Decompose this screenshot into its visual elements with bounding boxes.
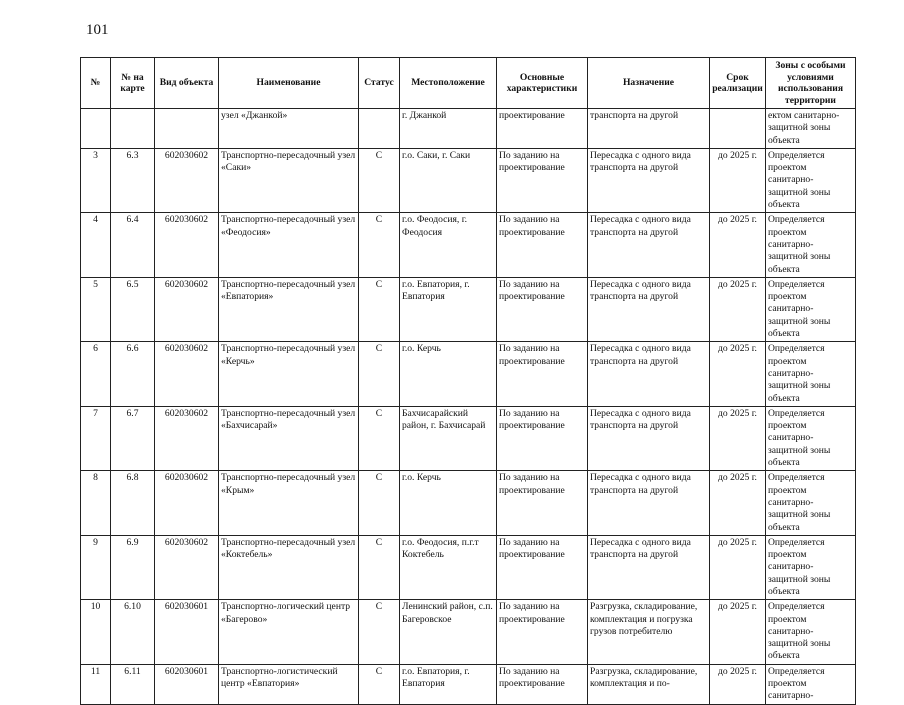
cell-characteristics: По заданию на проектирование — [497, 406, 588, 470]
cell-characteristics: По заданию на проектирование — [497, 148, 588, 212]
cell-number: 4 — [81, 213, 111, 277]
cell-number: 11 — [81, 664, 111, 704]
cell-characteristics: По заданию на проектирование — [497, 342, 588, 406]
cell-status: С — [359, 277, 400, 341]
cell-location: г.о. Саки, г. Саки — [400, 148, 497, 212]
cell-name: Транспортно-пересадочный узел «Керчь» — [219, 342, 359, 406]
cell-map-number: 6.5 — [111, 277, 155, 341]
cell-status: С — [359, 600, 400, 664]
cell-zones: Определяется проектом санитарно-защитной зоны объекта — [766, 406, 856, 470]
cell-number: 9 — [81, 535, 111, 599]
cell-zones: Определяется проектом санитарно-защитной зоны объекта — [766, 342, 856, 406]
page-number: 101 — [86, 22, 109, 38]
cell-map-number: 6.8 — [111, 471, 155, 535]
cell-number: 6 — [81, 342, 111, 406]
cell-location: Бахчисарайский район, г. Бахчисарай — [400, 406, 497, 470]
cell-map-number: 6.11 — [111, 664, 155, 704]
cell-zones: Определяется проектом санитарно- — [766, 664, 856, 704]
cell-name: Транспортно-пересадочный узел «Бахчисарай» — [219, 406, 359, 470]
cell-deadline: до 2025 г. — [710, 471, 766, 535]
table-row — [81, 109, 856, 149]
cell-status — [359, 109, 400, 149]
cell-object-type: 602030602 — [155, 277, 219, 341]
cell-location: г. Джанкой — [400, 109, 497, 149]
cell-object-type: 602030601 — [155, 600, 219, 664]
cell-zones: Определяется проектом санитарно-защитной зоны объекта — [766, 213, 856, 277]
cell-status: С — [359, 471, 400, 535]
cell-purpose: Разгрузка, складирование, комплектация и погрузка грузов потребителю — [588, 600, 710, 664]
table-row — [81, 342, 856, 406]
cell-deadline: до 2025 г. — [710, 342, 766, 406]
cell-object-type: 602030602 — [155, 342, 219, 406]
cell-deadline: до 2025 г. — [710, 664, 766, 704]
cell-purpose: Пересадка с одного вида транспорта на другой — [588, 213, 710, 277]
cell-status: С — [359, 535, 400, 599]
cell-location: г.о. Керчь — [400, 342, 497, 406]
cell-name: Транспортно-пересадочный узел «Крым» — [219, 471, 359, 535]
cell-object-type: 602030602 — [155, 471, 219, 535]
table-row — [81, 406, 856, 470]
cell-zones: Определяется проектом санитарно-защитной зоны объекта — [766, 600, 856, 664]
cell-deadline — [710, 109, 766, 149]
table-row — [81, 148, 856, 212]
table-row — [81, 535, 856, 599]
cell-location: г.о. Евпатория, г. Евпатория — [400, 277, 497, 341]
cell-deadline: до 2025 г. — [710, 535, 766, 599]
cell-name: узел «Джанкой» — [219, 109, 359, 149]
cell-name: Транспортно-пересадочный узел «Феодосия» — [219, 213, 359, 277]
header-cell-object-type: Вид объекта — [155, 58, 219, 109]
header-cell-status: Статус — [359, 58, 400, 109]
cell-zones: Определяется проектом санитарно-защитной зоны объекта — [766, 535, 856, 599]
cell-characteristics: По заданию на проектирование — [497, 277, 588, 341]
table-row — [81, 600, 856, 664]
cell-number: 10 — [81, 600, 111, 664]
cell-characteristics: По заданию на проектирование — [497, 664, 588, 704]
cell-location: г.о. Евпатория, г. Евпатория — [400, 664, 497, 704]
cell-status: С — [359, 148, 400, 212]
cell-number: 5 — [81, 277, 111, 341]
cell-deadline: до 2025 г. — [710, 148, 766, 212]
cell-status: С — [359, 213, 400, 277]
cell-name: Транспортно-пересадочный узел «Коктебель» — [219, 535, 359, 599]
cell-number: 8 — [81, 471, 111, 535]
header-cell-number: № — [81, 58, 111, 109]
cell-object-type: 602030602 — [155, 148, 219, 212]
table-header-row — [81, 58, 856, 109]
cell-status: С — [359, 406, 400, 470]
cell-purpose: Пересадка с одного вида транспорта на другой — [588, 342, 710, 406]
cell-purpose: Разгрузка, складирование, комплектация и по- — [588, 664, 710, 704]
cell-map-number: 6.7 — [111, 406, 155, 470]
cell-zones: Определяется проектом санитарно-защитной зоны объекта — [766, 471, 856, 535]
cell-object-type: 602030602 — [155, 535, 219, 599]
cell-object-type — [155, 109, 219, 149]
cell-zones: ектом санитарно-защитной зоны объекта — [766, 109, 856, 149]
cell-characteristics: проектирование — [497, 109, 588, 149]
cell-location: Ленинский район, с.п. Багеровское — [400, 600, 497, 664]
cell-purpose: Пересадка с одного вида транспорта на другой — [588, 535, 710, 599]
cell-purpose: Пересадка с одного вида транспорта на другой — [588, 406, 710, 470]
cell-status: С — [359, 342, 400, 406]
cell-status: С — [359, 664, 400, 704]
header-cell-map-number: № на карте — [111, 58, 155, 109]
header-cell-location: Местоположение — [400, 58, 497, 109]
cell-number: 3 — [81, 148, 111, 212]
cell-map-number — [111, 109, 155, 149]
cell-object-type: 602030602 — [155, 213, 219, 277]
cell-map-number: 6.4 — [111, 213, 155, 277]
cell-characteristics: По заданию на проектирование — [497, 600, 588, 664]
cell-deadline: до 2025 г. — [710, 600, 766, 664]
cell-location: г.о. Феодосия, г. Феодосия — [400, 213, 497, 277]
cell-purpose: Пересадка с одного вида транспорта на другой — [588, 471, 710, 535]
cell-location: г.о. Феодосия, п.г.т Коктебель — [400, 535, 497, 599]
cell-name: Транспортно-логический центр «Багерово» — [219, 600, 359, 664]
cell-object-type: 602030601 — [155, 664, 219, 704]
cell-name: Транспортно-пересадочный узел «Саки» — [219, 148, 359, 212]
cell-zones: Определяется проектом санитарно-защитной зоны объекта — [766, 148, 856, 212]
cell-number — [81, 109, 111, 149]
cell-deadline: до 2025 г. — [710, 213, 766, 277]
cell-characteristics: По заданию на проектирование — [497, 213, 588, 277]
table-row — [81, 213, 856, 277]
cell-name: Транспортно-пересадочный узел «Евпатория» — [219, 277, 359, 341]
object-table — [80, 57, 856, 705]
cell-map-number: 6.3 — [111, 148, 155, 212]
table-row — [81, 664, 856, 704]
cell-deadline: до 2025 г. — [710, 277, 766, 341]
header-cell-zones: Зоны с особыми условиями использования территории — [766, 58, 856, 109]
header-cell-characteristics: Основные характеристики — [497, 58, 588, 109]
cell-deadline: до 2025 г. — [710, 406, 766, 470]
cell-purpose: Пересадка с одного вида транспорта на другой — [588, 277, 710, 341]
header-cell-deadline: Срок реализации — [710, 58, 766, 109]
table-row — [81, 471, 856, 535]
cell-map-number: 6.9 — [111, 535, 155, 599]
cell-map-number: 6.10 — [111, 600, 155, 664]
cell-map-number: 6.6 — [111, 342, 155, 406]
cell-object-type: 602030602 — [155, 406, 219, 470]
header-cell-purpose: Назначение — [588, 58, 710, 109]
cell-characteristics: По заданию на проектирование — [497, 535, 588, 599]
cell-number: 7 — [81, 406, 111, 470]
cell-purpose: Пересадка с одного вида транспорта на другой — [588, 148, 710, 212]
header-cell-name: Наименование — [219, 58, 359, 109]
table-row — [81, 277, 856, 341]
cell-purpose: транспорта на другой — [588, 109, 710, 149]
cell-name: Транспортно-логистический центр «Евпатория» — [219, 664, 359, 704]
cell-zones: Определяется проектом санитарно-защитной зоны объекта — [766, 277, 856, 341]
cell-characteristics: По заданию на проектирование — [497, 471, 588, 535]
cell-location: г.о. Керчь — [400, 471, 497, 535]
